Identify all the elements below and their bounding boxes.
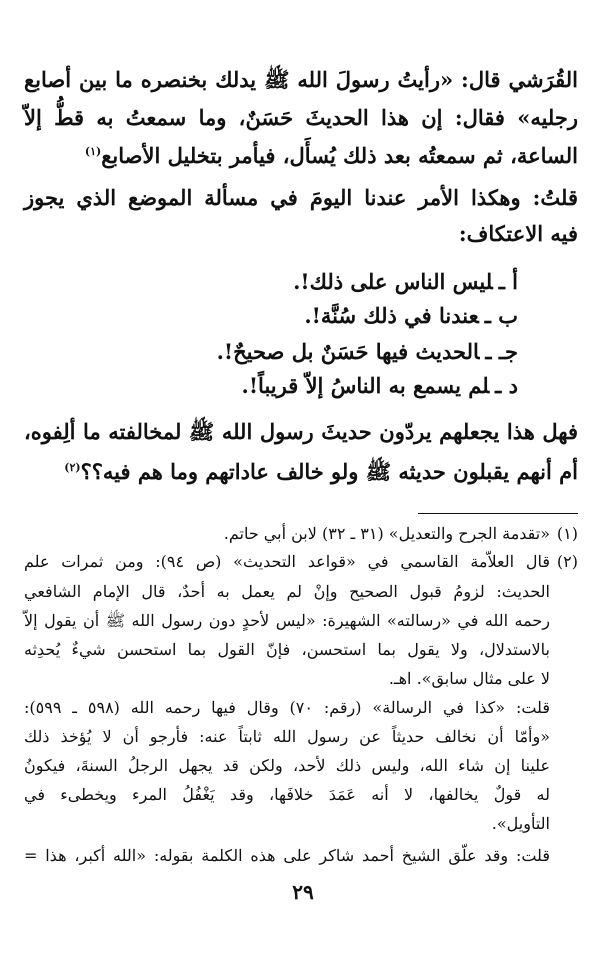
footnote-text: «تقدمة الجرح والتعديل» (٣١ ـ ٣٢) لابن أبي حاتم. — [223, 524, 550, 543]
footnote-line: بالاستدلال، ولا يقول بما استحسن، فإنّ القول بما استحسن شيءٌ يُحدِثه — [24, 640, 550, 659]
footnote-line: لا على مثال سابق». اهـ. — [388, 669, 550, 688]
footnote-2 — [24, 548, 578, 576]
paragraph-line: فهل هذا يجعلهم يردّون حديثَ رسول الله ﷺ لمخالفته ما ألِفوه، — [24, 419, 578, 444]
footnote-separator — [418, 513, 578, 514]
list-item-text: لم يسمع به الناسُ إلاّ قريباً!. — [241, 373, 490, 398]
footnote-line: قلت: وقد علّق الشيخ أحمد شاكر على هذه الكلمة بقوله: «الله أكبر، هذا = — [24, 846, 550, 865]
footnote-1 — [24, 520, 578, 548]
paragraph-text: أم أنهم يقبلون حديثه ﷺ ولو خالف عاداتهم وما هم فيه؟؟ — [80, 459, 578, 484]
list-item-text: ليس الناس على ذلك!. — [293, 269, 493, 294]
footnote-line: «وأمّا أن نخالف حديثاً عن رسول الله ثابتاً عنه: فأرجو أن لا يُؤخذ ذلك — [24, 727, 550, 746]
paragraph-line — [24, 450, 578, 486]
list-item-text: الحديث فيها حَسَنٌ بل صحيحٌ!. — [216, 339, 480, 364]
list-letter: ب ـ — [484, 303, 518, 328]
page-number: ٢٩ — [292, 880, 314, 904]
footnote-line: له قولٌ يخالفها، لا أنه عَمَدَ خلافَها، وقد يَغْفُلُ المرء ويخطىء في — [24, 785, 551, 804]
footnote-line: الحديث: لزومُ قبول الصحيح وإنْ لم يعمل به أحدٌ، قال الإمام الشافعي — [24, 582, 550, 601]
list-item — [24, 264, 518, 300]
footnote-line: قلت: «كذا في الرسالة» (رقم: ٧٠) وقال فيها رحمه الله (٥٩٨ ـ ٥٩٩): — [24, 698, 551, 717]
list-letter: د ـ — [495, 373, 518, 398]
list-item — [24, 334, 518, 370]
footnote-marker: (٢) — [64, 461, 81, 474]
footnote-number: (٢) — [556, 552, 578, 571]
footnote-number: (١) — [556, 524, 578, 543]
footnote-line: التأويل». — [491, 814, 550, 833]
list-letter: أ ـ — [498, 269, 518, 294]
paragraph-line: القُرَشي قال: «رأيتُ رسولَ الله ﷺ يدلك بخنصره ما بين أصابع — [24, 67, 578, 92]
list-item-text: عندنا في ذلك سُنَّة!. — [304, 303, 479, 328]
paragraph-line: رجليه» فقال: إن هذا الحديثَ حَسَنٌ، وما سمعتُ به قطُّ إلاّ — [24, 105, 578, 130]
list-letter: جـ ـ — [485, 339, 518, 364]
footnote-line: علينا إن شاء الله، وليس ذلك لأحد، ولكن قد يجهل الرجلُ السنةَ، فيكونُ — [24, 756, 550, 775]
footnote-line: رحمه الله في «رسالته» الشهيرة: «ليس لأحدٍ دون رسول الله ﷺ أن يقول إلاّ — [24, 611, 550, 630]
paragraph-line — [24, 134, 578, 170]
paragraph-text: الساعة، ثم سمعتُه بعد ذلك يُسأَل، فيأمر بتخليل الأصابع — [101, 143, 578, 168]
footnote-marker: (١) — [84, 145, 102, 158]
footnote-text: قال العلاّمة القاسمي في «قواعد التحديث» (ص ٩٤): ومن ثمرات علم — [24, 552, 550, 571]
list-item — [24, 368, 518, 404]
paragraph-line: قلتُ: وهكذا الأمر عندنا اليومَ في مسألة الموضع الذي يجوز — [24, 185, 578, 210]
list-item — [24, 298, 518, 334]
paragraph-line: فيه الاعتكاف: — [458, 221, 578, 246]
